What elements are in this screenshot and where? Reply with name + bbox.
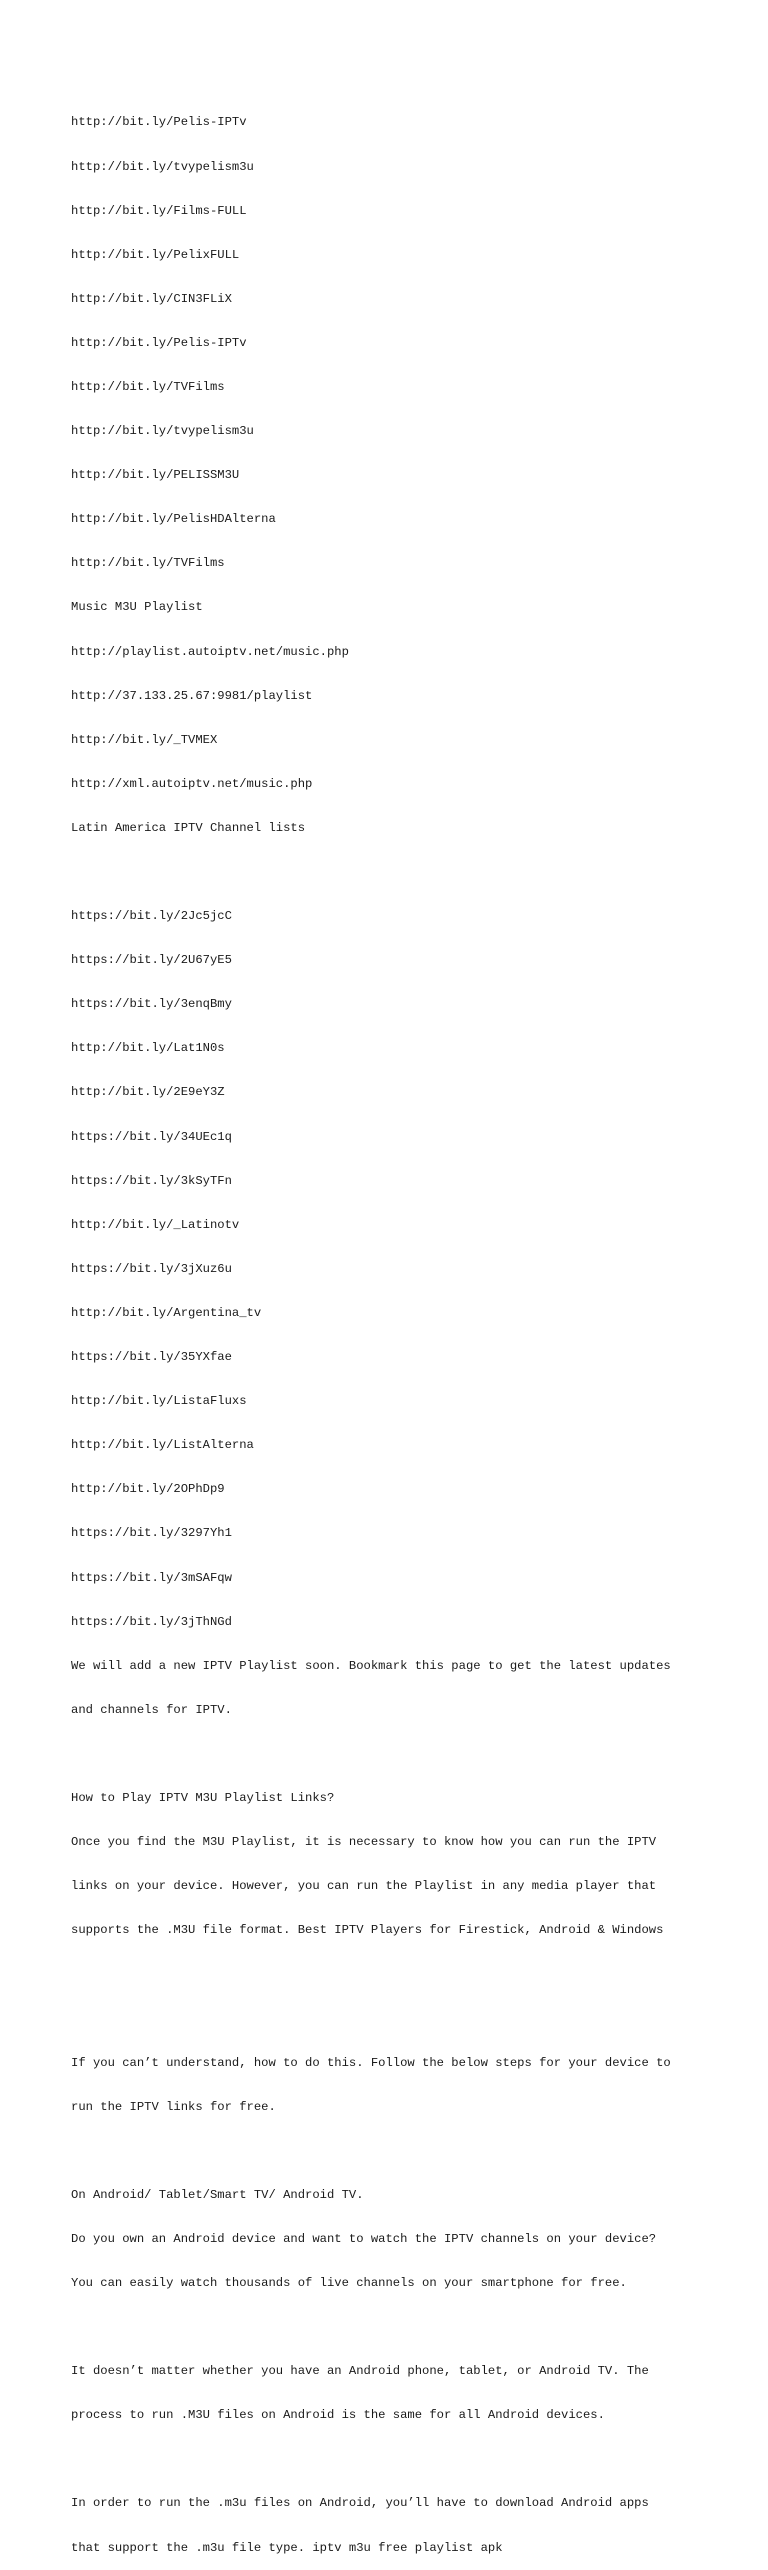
text-line: http://xml.autoiptv.net/music.php (71, 776, 313, 791)
text-line: http://bit.ly/PelisHDAlterna (71, 512, 276, 527)
text-line: https://bit.ly/3kSyTFn (71, 1173, 232, 1188)
paragraph-line: run the IPTV links for free. (71, 2099, 276, 2114)
paragraph-line: We will add a new IPTV Playlist soon. Bookmark this page to get the latest updates (71, 1658, 671, 1673)
paragraph-line: links on your device. However, you can run the Playlist in any media player that (71, 1879, 657, 1894)
text-line: https://bit.ly/3enqBmy (71, 997, 232, 1012)
text-line: http://bit.ly/TVFilms (71, 556, 225, 571)
text-line: http://bit.ly/tvypelism3u (71, 424, 254, 439)
blank-line (71, 1747, 711, 1762)
text-line: http://bit.ly/ListaFluxs (71, 1394, 247, 1409)
paragraph-line: Do you own an Android device and want to watch the IPTV channels on your device? (71, 2231, 657, 2246)
section-heading: Music M3U Playlist (71, 600, 203, 615)
text-line: http://bit.ly/Lat1N0s (71, 1041, 225, 1056)
text-line: http://bit.ly/ListAlterna (71, 1438, 254, 1453)
paragraph-line: In order to run the .m3u files on Android, you’ll have to download Android apps (71, 2496, 649, 2511)
paragraph-line: supports the .M3U file format. Best IPTV Players for Firestick, Android & Windows (71, 1923, 664, 1938)
text-line: https://bit.ly/3jThNGd (71, 1614, 232, 1629)
text-line: http://bit.ly/tvypelism3u (71, 159, 254, 174)
blank-line (71, 2320, 711, 2335)
blank-line (71, 2452, 711, 2467)
document-body (71, 86, 711, 2570)
text-line: http://bit.ly/_Latinotv (71, 1217, 240, 1232)
text-line: https://bit.ly/3mSAFqw (71, 1570, 232, 1585)
text-line: https://bit.ly/3297Yh1 (71, 1526, 232, 1541)
paragraph-line: process to run .M3U files on Android is the same for all Android devices. (71, 2408, 605, 2423)
text-line: https://bit.ly/35YXfae (71, 1350, 232, 1365)
paragraph-line: and channels for IPTV. (71, 1702, 232, 1717)
section-heading: Latin America IPTV Channel lists (71, 820, 306, 835)
text-line: http://bit.ly/2E9eY3Z (71, 1085, 225, 1100)
text-line: https://bit.ly/2U67yE5 (71, 953, 232, 968)
paragraph-line: It doesn’t matter whether you have an Android phone, tablet, or Android TV. The (71, 2364, 649, 2379)
section-heading: On Android/ Tablet/Smart TV/ Android TV. (71, 2187, 364, 2202)
text-line: http://bit.ly/_TVMEX (71, 732, 218, 747)
text-line: http://playlist.autoiptv.net/music.php (71, 644, 349, 659)
text-line: http://bit.ly/PelixFULL (71, 247, 240, 262)
paragraph-line: Once you find the M3U Playlist, it is necessary to know how you can run the IPTV (71, 1835, 657, 1850)
blank-line (71, 1967, 711, 1982)
text-line: http://bit.ly/Pelis-IPTv (71, 335, 247, 350)
text-line: https://bit.ly/3jXuz6u (71, 1261, 232, 1276)
text-line: http://bit.ly/Argentina_tv (71, 1305, 262, 1320)
text-line: http://37.133.25.67:9981/playlist (71, 688, 313, 703)
text-line: http://bit.ly/CIN3FLiX (71, 291, 232, 306)
text-line: https://bit.ly/2Jc5jcC (71, 909, 232, 924)
blank-line (71, 2011, 711, 2026)
paragraph-line: If you can’t understand, how to do this. Follow the below steps for your device to (71, 2055, 671, 2070)
text-line: http://bit.ly/Films-FULL (71, 203, 247, 218)
blank-line (71, 2144, 711, 2159)
blank-line (71, 865, 711, 880)
text-line: https://bit.ly/34UEc1q (71, 1129, 232, 1144)
text-line: http://bit.ly/Pelis-IPTv (71, 115, 247, 130)
text-line: http://bit.ly/2OPhDp9 (71, 1482, 225, 1497)
section-heading: How to Play IPTV M3U Playlist Links? (71, 1790, 335, 1805)
text-line: http://bit.ly/TVFilms (71, 379, 225, 394)
paragraph-line: that support the .m3u file type. iptv m3u free playlist apk (71, 2540, 503, 2555)
paragraph-line: You can easily watch thousands of live channels on your smartphone for free. (71, 2276, 627, 2290)
text-line: http://bit.ly/PELISSM3U (71, 468, 240, 483)
